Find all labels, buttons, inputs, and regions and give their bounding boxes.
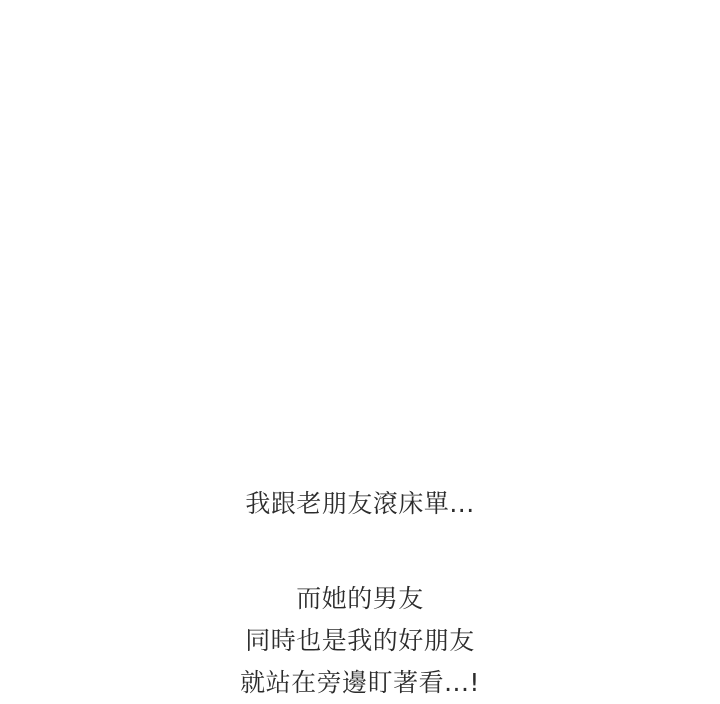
caption-primary xyxy=(0,487,720,521)
caption-secondary-line-3: 就站在旁邊盯著看...! xyxy=(240,668,480,697)
caption-primary-line-1: 我跟老朋友滾床單... xyxy=(245,489,475,518)
caption-secondary-line-2: 同時也是我的好朋友 xyxy=(245,626,475,655)
caption-secondary-line-1: 而她的男友 xyxy=(296,584,424,613)
caption-secondary xyxy=(0,578,720,704)
